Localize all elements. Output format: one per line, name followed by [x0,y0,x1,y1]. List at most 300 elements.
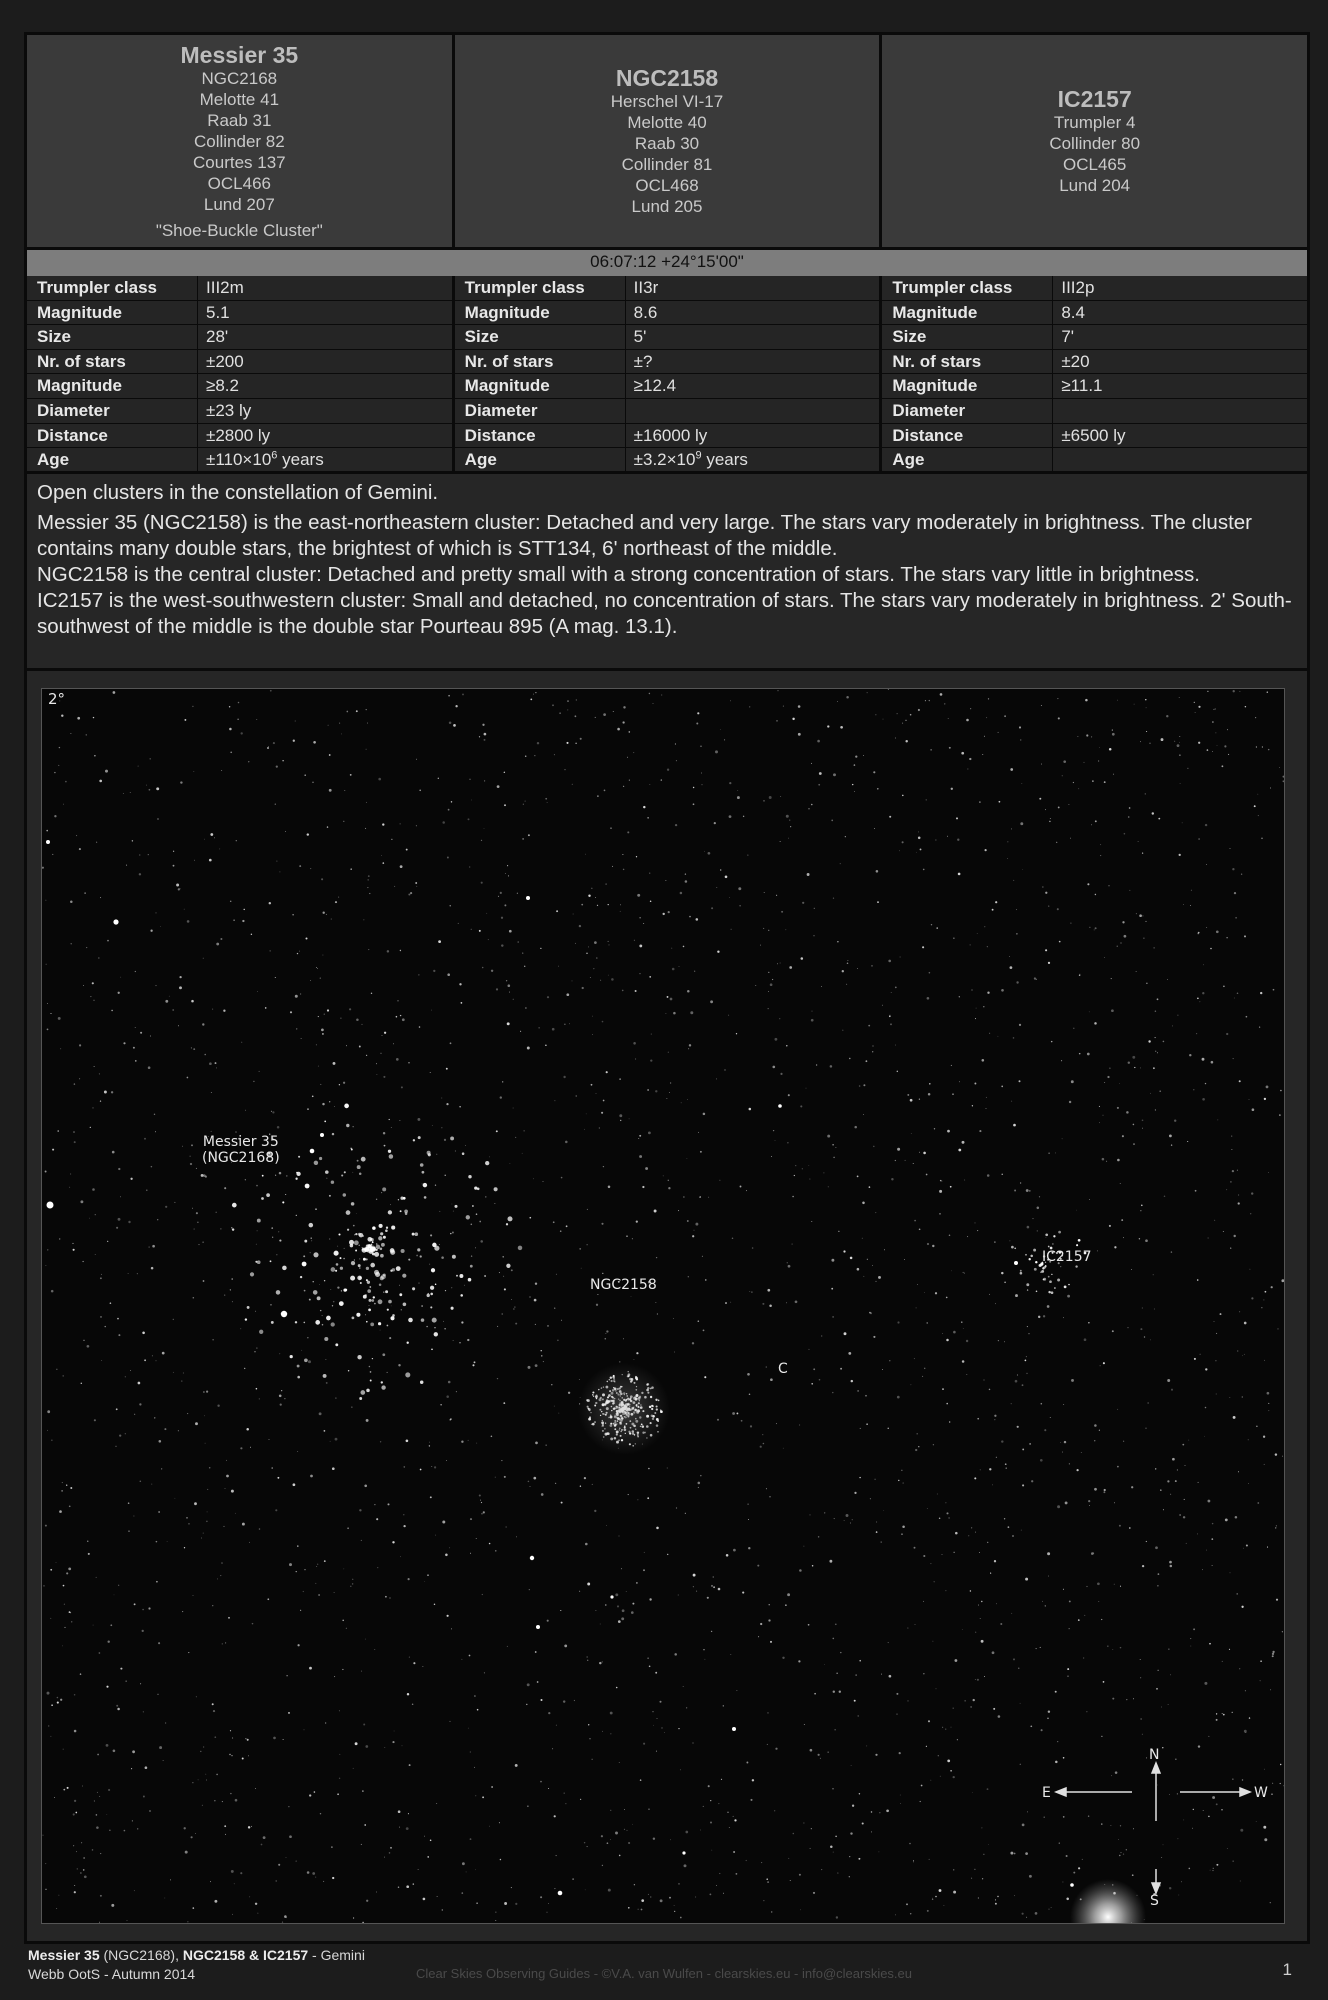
star [668,1187,670,1189]
star [1161,738,1164,741]
star [811,804,813,806]
star [359,1258,360,1259]
star [928,1720,930,1722]
star [376,1063,377,1064]
star [315,1320,320,1325]
star [743,816,744,817]
star [1011,1246,1014,1249]
star [336,1263,339,1266]
star [644,1552,645,1553]
star [62,1375,64,1377]
star [507,1022,510,1025]
star [45,1863,46,1864]
star [686,1707,687,1708]
star [183,1373,184,1374]
star [943,1905,944,1906]
stat-value: III2m [206,278,244,297]
star [486,913,487,914]
star [1111,1775,1112,1776]
star [135,1060,137,1062]
star [1187,768,1188,769]
star [240,1447,242,1449]
star [704,1659,705,1660]
star [957,1739,958,1740]
star [949,1235,951,1237]
star [402,1018,405,1021]
star [430,1306,432,1308]
star [1140,1677,1141,1678]
star [142,1609,144,1611]
star [1234,892,1236,894]
star [1128,1061,1130,1063]
star [680,1917,682,1919]
star [720,729,721,730]
star [273,742,275,744]
star [1157,1585,1159,1587]
star [157,818,158,819]
star [842,1030,843,1031]
star [640,973,641,974]
star [354,1234,355,1235]
star [163,1760,164,1761]
star [146,1190,147,1191]
star [790,1880,791,1881]
star [876,1281,877,1282]
star [50,1736,51,1737]
star [1063,1757,1065,1759]
star [339,723,340,724]
star [818,784,820,786]
star [971,989,972,990]
star [655,1672,657,1674]
star [237,719,238,720]
star [1086,734,1088,736]
star [674,1911,675,1912]
star [586,953,587,954]
star [220,1575,221,1576]
star [149,789,151,791]
star [810,1848,811,1849]
star [503,1276,504,1277]
star [932,1898,933,1899]
star [329,1238,330,1239]
star [140,1481,142,1483]
star [1070,1883,1074,1887]
star [292,914,293,915]
star [259,1330,263,1334]
star [725,875,728,878]
star [1212,1523,1213,1524]
star [99,1922,100,1923]
star [242,1758,244,1760]
star [192,1782,193,1783]
star [996,1603,997,1604]
star [667,1554,668,1555]
star [351,1149,353,1151]
star [1163,1844,1164,1845]
star [213,1710,215,1712]
star [427,1294,430,1297]
star [441,1098,442,1099]
star [509,992,510,993]
star [890,1023,892,1025]
star [418,974,419,975]
star [263,1836,266,1839]
star [755,985,756,986]
star [285,831,286,832]
star [323,912,325,914]
star [144,1359,146,1361]
star [276,765,278,767]
star [575,715,577,717]
star [79,1078,80,1079]
star [130,1370,131,1371]
star [401,1309,402,1310]
star [854,1700,856,1702]
star [1060,1266,1061,1267]
star [69,1611,71,1613]
star [994,1241,995,1242]
star [328,725,329,726]
star [193,771,194,772]
star [193,1907,195,1909]
star [812,1565,814,1567]
star [343,1193,346,1196]
star [1082,1859,1083,1860]
star [620,911,621,912]
star [526,1704,527,1705]
star [780,963,781,964]
description-ngc2158: NGC2158 is the central cluster: Detached and pretty small with a strong concentration of stars. The stars vary little in brightness. [37,563,1200,586]
star [310,1475,313,1478]
star [523,804,524,805]
star [45,1889,46,1890]
star [515,1137,516,1138]
star [1212,721,1214,723]
star [217,1404,219,1406]
star [588,895,590,897]
star [602,1021,604,1023]
stat-value: III2p [1061,278,1095,297]
star [324,1560,326,1562]
star [772,1066,775,1069]
star [863,1114,864,1115]
star [1099,1430,1100,1431]
star [1048,1291,1050,1293]
star [396,1016,398,1018]
star [93,717,94,718]
star [1270,1902,1271,1903]
star [792,1244,793,1245]
star [1217,745,1218,746]
star [945,1502,946,1503]
star [1258,815,1259,816]
star [430,1840,432,1842]
star [771,1156,772,1157]
star [663,1176,664,1177]
star [653,1837,655,1839]
star [326,1316,331,1321]
star [339,1084,340,1085]
star [643,1569,645,1571]
star [924,1368,925,1369]
star [500,1096,502,1098]
star [295,721,296,722]
stat-row [882,350,1307,375]
star [1048,905,1049,906]
alias: Melotte 40 [627,113,707,132]
star [965,1700,966,1701]
star [1091,824,1092,825]
star [300,1610,301,1611]
star [286,1675,287,1676]
star [359,1397,362,1400]
star [595,1610,596,1611]
star [674,1653,677,1656]
star [233,919,235,921]
star [1271,1794,1272,1795]
star [560,1230,562,1232]
star [324,1280,325,1281]
star [609,944,610,945]
star [106,1744,109,1747]
star [105,1326,106,1327]
star [253,1081,254,1082]
stat-value: 7' [1061,327,1075,347]
star [1089,1199,1090,1200]
star [688,1276,689,1277]
star [255,1261,257,1263]
star [390,1250,395,1255]
star [110,1624,112,1626]
star [286,1175,288,1177]
star [1011,1403,1012,1404]
star [684,1864,687,1867]
star [356,1313,360,1317]
star [280,1404,282,1406]
star [576,1095,577,1096]
star [895,1045,896,1046]
stat-value: 5' [633,327,647,347]
star [899,1752,901,1754]
star [948,1517,949,1518]
star [1279,767,1280,768]
star [546,1445,547,1446]
star [346,1045,347,1046]
star [1014,1853,1016,1855]
star [1224,745,1226,747]
star [987,1788,989,1790]
star [554,1888,555,1889]
ngc2158-core-haze [578,1363,670,1455]
star [921,1785,923,1787]
star [1036,1648,1037,1649]
star [61,714,63,716]
star [1163,1509,1164,1510]
star [335,1270,337,1272]
star [769,1604,770,1605]
star [297,1365,300,1368]
star [267,747,269,749]
star [1167,1480,1169,1482]
star [479,736,480,737]
star [998,1715,1001,1718]
star [1025,1360,1027,1362]
star [346,1124,349,1127]
star [763,1443,765,1445]
star [322,1324,324,1326]
star [929,1859,930,1860]
star [70,1174,71,1175]
star [184,1547,185,1548]
star [476,1538,477,1539]
star [1186,1543,1187,1544]
star [1111,978,1112,979]
star [344,790,345,791]
star [445,1175,446,1176]
star [1163,1041,1165,1043]
star [435,1284,437,1286]
star [107,1640,109,1642]
star [1142,1128,1143,1129]
star [1149,743,1150,744]
star [698,1320,700,1322]
star [337,1793,339,1795]
star [299,865,301,867]
star [322,955,323,956]
star [235,1799,238,1802]
star [317,968,318,969]
star [251,1826,252,1827]
star [1229,1397,1230,1398]
star [876,1522,877,1523]
star [1160,1489,1162,1491]
star [934,1128,935,1129]
stat-row [455,399,880,424]
star [747,1503,749,1505]
star [788,1858,789,1859]
star [694,1230,695,1231]
star [198,1244,199,1245]
star [1131,1269,1132,1270]
star [1081,1452,1082,1453]
star [586,1114,587,1115]
star [346,711,348,713]
star [329,754,331,756]
star [296,1861,297,1862]
star [418,1283,419,1284]
star [1170,1565,1173,1568]
star [480,1240,483,1243]
star [1117,700,1118,701]
star [312,782,313,783]
stat-value [1053,448,1307,472]
star [1148,1040,1150,1042]
star [1271,1286,1273,1288]
star [1202,1569,1203,1570]
star [761,1862,762,1863]
star [1039,1196,1040,1197]
star [543,1181,544,1182]
star [732,1727,736,1731]
star [283,1739,284,1740]
star [659,1701,661,1703]
star [799,1425,800,1426]
star [617,728,620,731]
stat-value: ±2800 ly [206,425,271,445]
star [1010,966,1013,969]
star [962,1141,965,1144]
star [903,1483,904,1484]
star [735,1873,737,1875]
stat-row [455,374,880,399]
star [297,1545,298,1546]
star [556,1855,557,1856]
star [603,1166,604,1167]
star [378,1236,382,1240]
star [339,1710,340,1711]
star [883,719,884,720]
star [138,1382,141,1385]
star [699,1196,701,1198]
star [248,1826,250,1828]
star [662,913,664,915]
star [818,1754,820,1756]
star [370,1263,375,1268]
star [866,1423,868,1425]
star [703,1330,705,1332]
star [535,1324,536,1325]
star [636,1352,638,1354]
star [875,714,876,715]
star [788,838,789,839]
star [221,770,222,771]
star [160,926,161,927]
star [1011,1101,1012,1102]
star [984,736,985,737]
star [270,1304,272,1306]
star [322,1315,323,1316]
star [1278,1328,1279,1329]
star [1062,1138,1063,1139]
stat-value: ±200 [206,351,244,371]
star [173,851,174,852]
star [730,1654,731,1655]
star [1119,1855,1120,1856]
star [764,892,765,893]
star [1103,1681,1105,1683]
star [619,1536,620,1537]
star [447,857,449,859]
star [749,1393,751,1395]
star [1205,1407,1207,1409]
star [760,945,761,946]
star [576,699,577,700]
alias: Collinder 81 [621,155,713,174]
star [778,690,779,691]
star [938,1755,939,1756]
star [157,1219,158,1220]
star [667,1468,668,1469]
star [524,1130,525,1131]
star [770,1641,772,1643]
star [1034,1268,1037,1271]
star [282,1201,284,1203]
star [343,821,344,822]
star [495,1912,496,1913]
star [503,1402,505,1404]
star [927,1910,929,1912]
